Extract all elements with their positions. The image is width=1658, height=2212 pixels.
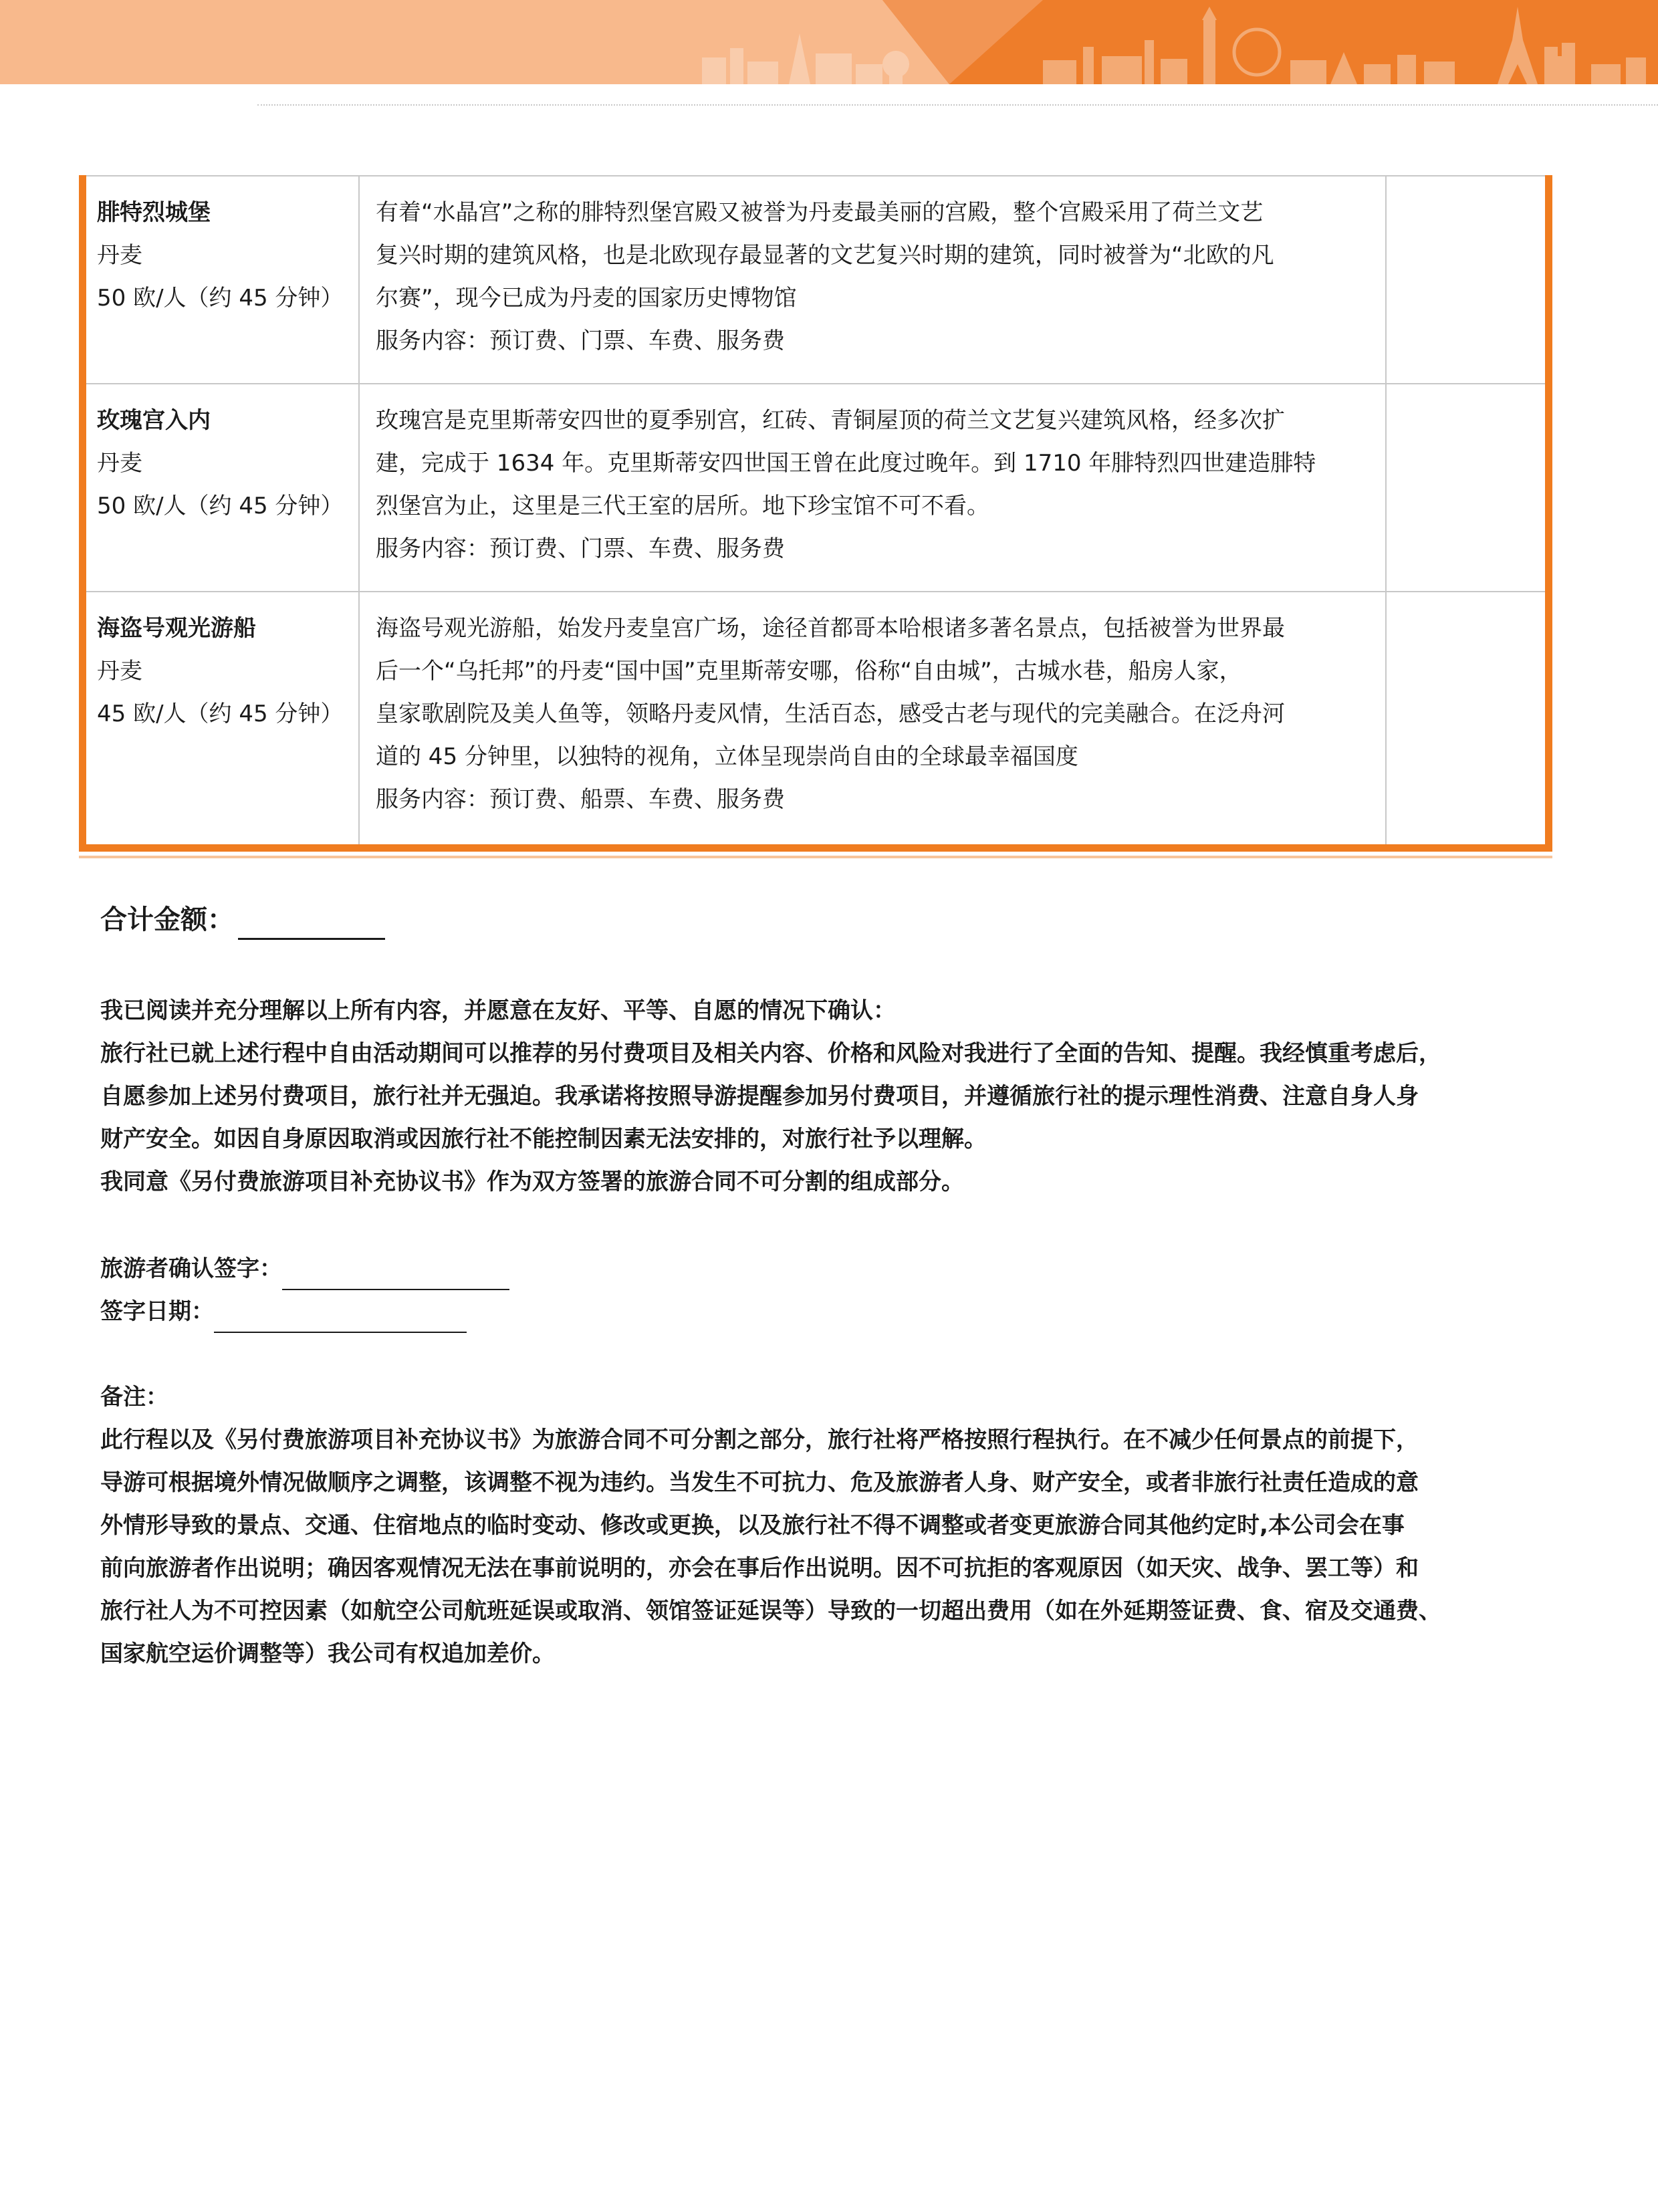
notes-line: 外情形导致的景点、交通、住宿地点的临时变动、修改或更换，以及旅行社不得不调整或者变更旅游合同其他约定时,本公司会在事 [100, 1512, 1405, 1539]
total-amount-field[interactable] [238, 908, 385, 940]
item-description-line: 建，完成于 1634 年。克里斯蒂安四世国王曾在此度过晚年。到 1710 年腓特烈四世建造腓特 [376, 450, 1316, 477]
item-description-line: 皇家歌剧院及美人鱼等，领略丹麦风情，生活百态，感受古老与现代的完美融合。在泛舟河 [376, 701, 1285, 728]
confirmation-statement [100, 989, 1564, 1203]
table-row [86, 384, 1545, 592]
item-description-cell [359, 384, 1386, 592]
item-description-line: 海盗号观光游船，始发丹麦皇宫广场，途径首都哥本哈根诸多著名景点，包括被誉为世界最 [376, 615, 1285, 642]
item-price: 50 欧/人（约 45 分钟） [97, 285, 344, 312]
item-extra-cell [1386, 592, 1545, 844]
notes-line: 旅行社人为不可控因素（如航空公司航班延误或取消、领馆签证延误等）导致的一切超出费用（如在外延期签证费、食、宿及交通费、 [100, 1598, 1441, 1624]
total-amount-label: 合计金额： [100, 904, 234, 935]
item-service-line: 服务内容：预订费、船票、车费、服务费 [376, 786, 785, 814]
item-name: 玫瑰宫入内 [97, 407, 211, 435]
signature-date-label: 签字日期： [100, 1298, 214, 1325]
confirmation-line: 我已阅读并充分理解以上所有内容，并愿意在友好、平等、自愿的情况下确认： [100, 997, 896, 1024]
item-extra-cell [1386, 176, 1545, 384]
notes-line: 国家航空运价调整等）我公司有权追加差价。 [100, 1640, 555, 1667]
item-country: 丹麦 [97, 450, 142, 477]
item-country: 丹麦 [97, 242, 142, 269]
signature-date-row [100, 1290, 509, 1333]
item-price: 45 欧/人（约 45 分钟） [97, 701, 344, 728]
header-banner [0, 0, 1658, 84]
item-description-line: 尔赛”，现今已成为丹麦的国家历史博物馆 [376, 285, 797, 312]
total-amount [100, 900, 385, 940]
item-description-cell [359, 592, 1386, 844]
notes-line: 此行程以及《另付费旅游项目补充协议书》为旅游合同不可分割之部分，旅行社将严格按照行程执行。在不减少任何景点的前提下， [100, 1427, 1419, 1453]
confirmation-line: 自愿参加上述另付费项目，旅行社并无强迫。我承诺将按照导游提醒参加另付费项目，并遵循旅行社的提示理性消费、注意自身人身 [100, 1083, 1419, 1110]
item-service-line: 服务内容：预订费、门票、车费、服务费 [376, 328, 785, 354]
item-service-line: 服务内容：预订费、门票、车费、服务费 [376, 535, 785, 563]
item-price: 50 欧/人（约 45 分钟） [97, 493, 344, 520]
item-country: 丹麦 [97, 658, 142, 685]
item-description-line: 玫瑰宫是克里斯蒂安四世的夏季别宫，红砖、青铜屋顶的荷兰文艺复兴建筑风格，经多次扩 [376, 407, 1285, 435]
notes-section [100, 1376, 1564, 1675]
table-row [86, 176, 1545, 384]
item-name: 腓特烈城堡 [97, 199, 211, 226]
item-description-line: 有着“水晶宫”之称的腓特烈堡宫殿又被誉为丹麦最美丽的宫殿，整个宫殿采用了荷兰文艺 [376, 199, 1264, 226]
notes-heading: 备注： [100, 1384, 168, 1410]
signature-date-field[interactable] [214, 1305, 467, 1333]
signature-field[interactable] [282, 1262, 509, 1290]
signature-block [100, 1247, 509, 1333]
confirmation-line: 旅行社已就上述行程中自由活动期间可以推荐的另付费项目及相关内容、价格和风险对我进行了全面的告知、提醒。我经慎重考虑后， [100, 1040, 1441, 1067]
item-name-cell [86, 384, 359, 592]
item-name: 海盗号观光游船 [97, 615, 256, 642]
notes-line: 导游可根据境外情况做顺序之调整，该调整不视为违约。当发生不可抗力、危及旅游者人身、财产安全，或者非旅行社责任造成的意 [100, 1469, 1419, 1496]
confirmation-line: 财产安全。如因自身原因取消或因旅行社不能控制因素无法安排的，对旅行社予以理解。 [100, 1126, 987, 1152]
item-description-line: 烈堡宫为止，这里是三代王室的居所。地下珍宝馆不可不看。 [376, 493, 989, 520]
notes-line: 前向旅游者作出说明；确因客观情况无法在事前说明的，亦会在事后作出说明。因不可抗拒的客观原因（如天灾、战争、罢工等）和 [100, 1555, 1419, 1582]
table-row [86, 592, 1545, 844]
item-description-line: 道的 45 分钟里，以独特的视角，立体呈现崇尚自由的全球最幸福国度 [376, 743, 1078, 771]
signature-label: 旅游者确认签字： [100, 1255, 282, 1282]
item-name-cell [86, 176, 359, 384]
confirmation-line: 我同意《另付费旅游项目补充协议书》作为双方签署的旅游合同不可分割的组成部分。 [100, 1169, 964, 1195]
item-description-line: 复兴时期的建筑风格，也是北欧现存最显著的文艺复兴时期的建筑，同时被誉为“北欧的凡 [376, 242, 1274, 269]
item-description-line: 后一个“乌托邦”的丹麦“国中国”克里斯蒂安哪，俗称“自由城”，古城水巷，船房人家， [376, 658, 1242, 685]
item-name-cell [86, 592, 359, 844]
header-divider [257, 104, 1658, 106]
signature-row [100, 1247, 509, 1290]
item-extra-cell [1386, 384, 1545, 592]
item-description-cell [359, 176, 1386, 384]
skyline-banner-graphic [0, 0, 1658, 84]
optional-items-table [79, 175, 1552, 852]
